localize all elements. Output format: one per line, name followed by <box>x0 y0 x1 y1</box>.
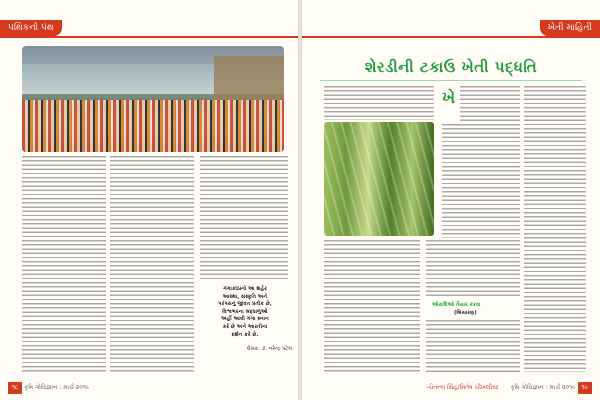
headline-rule <box>320 80 582 81</box>
subhead-seed: (બિયારણ) <box>454 310 477 316</box>
right-footer <box>302 382 600 394</box>
left-col-3 <box>200 156 288 280</box>
right-section-tab: ખેતી માહિતી <box>540 20 600 36</box>
sugarcane-field-photo <box>324 122 434 236</box>
left-footer <box>0 382 298 394</box>
right-col-3 <box>524 86 586 372</box>
left-col-2 <box>110 156 194 374</box>
pull-quote-line: દર્શન કરે છે. <box>231 331 259 338</box>
right-col-2-top <box>460 86 520 122</box>
left-magazine-name: કૃષિ ગોવિજ્ઞાન : માર્ચ ૨૦૧૯ <box>24 384 90 391</box>
left-page <box>0 0 298 400</box>
drop-cap: ખે <box>442 88 456 107</box>
article-headline: શેરડીની ટકાઉ ખેતી પદ્ધતિ <box>364 58 538 76</box>
pull-quote-line: કરે છે અને આરતીના <box>222 323 268 330</box>
right-col-1-top <box>324 86 434 120</box>
left-page-number: ૧૮ <box>8 382 22 394</box>
ganga-ghat-photo <box>22 46 284 152</box>
right-page-number: ૧૯ <box>578 382 593 394</box>
right-col-2-end <box>426 320 520 374</box>
left-col-1 <box>22 156 106 374</box>
subhead-seed-prep: ઓરાલિઓ તૈયાર કરવા <box>432 302 481 308</box>
pull-quote-line: આસ્થા, સંસ્કૃતિ અને <box>222 293 268 300</box>
pull-quote <box>200 286 290 339</box>
right-magazine-name: કૃષિ ગોવિજ્ઞાન : માર્ચ ૨૦૧૯ <box>510 384 576 391</box>
right-col-1-bottom <box>324 240 420 374</box>
article-credit: -ચૈતન્ય સિંહ/મિતેષ ચીખલીયા <box>426 384 499 391</box>
pilgrim-crowd <box>22 100 284 152</box>
pull-quote-line: અહીં આવી ગંગા સ્નાન <box>221 316 269 323</box>
right-col-2-mid <box>442 124 520 238</box>
pull-quote-line: પરંપરાનું જીવંત પ્રતીક છે, <box>218 301 272 308</box>
left-header-rule <box>0 36 298 38</box>
right-col-2-bottom <box>426 240 520 298</box>
right-page <box>302 0 600 400</box>
right-header-rule <box>302 36 600 38</box>
pull-quote-line: ગંગાકાંઠાનો આ શહેર <box>223 286 267 292</box>
pull-quote-line: વિશ્વભરના શ્રદ્ધાળુઓ <box>222 308 268 315</box>
left-section-tab: પથિકનો પંથ <box>0 20 62 36</box>
article-author: લેખક: ડૉ. નરેન્દ્ર પટેલ <box>246 346 292 352</box>
